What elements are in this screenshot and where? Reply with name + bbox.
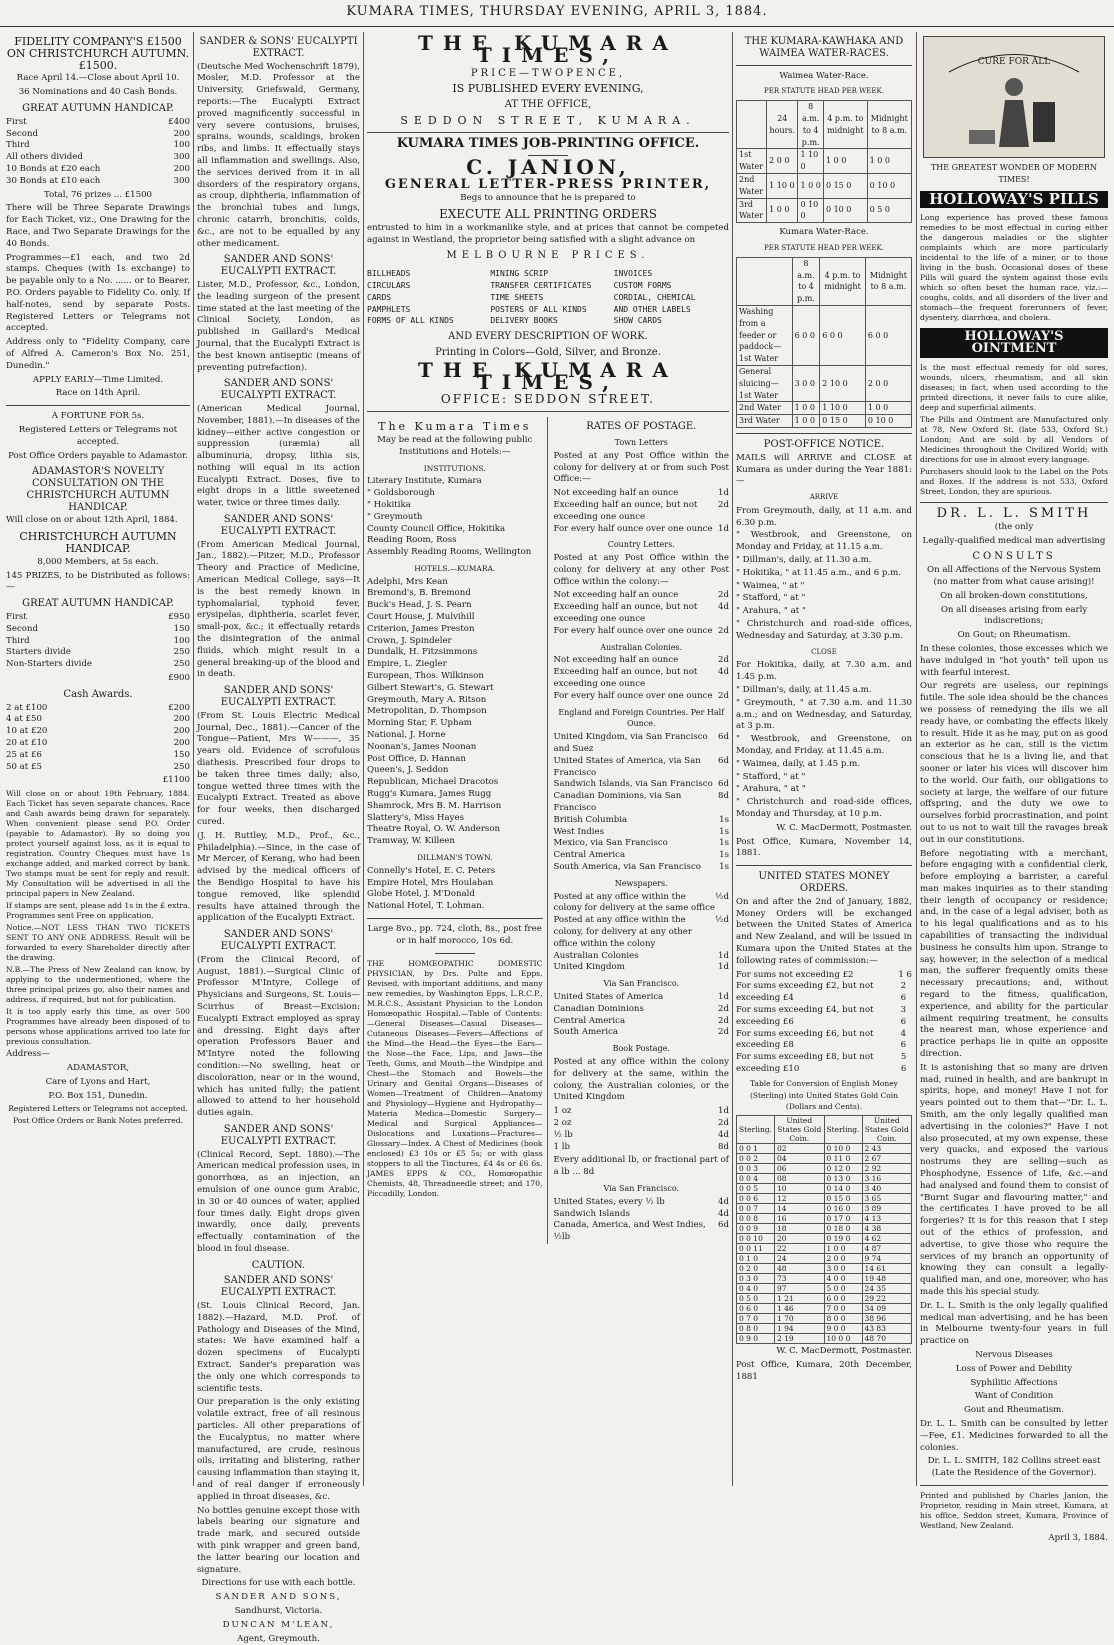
- disease-item: Gout and Rheumatism.: [963, 1405, 1065, 1416]
- table-row: 0 0 3 06 0 12 0 2 92: [737, 1164, 912, 1174]
- prize-row: First £400: [6, 116, 190, 127]
- apply-line: APPLY EARLY—Time Limited.: [32, 374, 164, 385]
- rate-row: Exceeding half an ounce, but not exceeding one ounce 4d: [553, 667, 729, 690]
- paper-title: THE KUMARA TIMES,: [418, 31, 678, 67]
- paragraph: Address only to "Fidelity Company, care of Alfred A. Cameron's Box No. 251, Dunedin.": [6, 337, 190, 371]
- every-line: AND EVERY DESCRIPTION OF WORK.: [448, 331, 648, 343]
- sf-heading: Via San Francisco.: [603, 979, 680, 989]
- rate-row: British Columbia 1s: [553, 814, 729, 825]
- ointment-paragraph: The Pills and Ointment are Manufactured only at 78, New Oxford St. (late 533, Oxford St.) London; And are sold by all Vendors of Medicines throughout the Civilized World; with directions for use in almost every language.: [920, 414, 1108, 464]
- paragraph: If stamps are sent, please add 1s in the £ extra. Programmes sent Free on application.: [6, 901, 190, 921]
- table-row: 0 0 1 02 0 10 0 2 43: [737, 1144, 912, 1154]
- table-row: 0 0 5 10 0 14 0 3 40: [737, 1184, 912, 1194]
- rate-row: Sandwich Islands 4d: [553, 1208, 729, 1219]
- table-row: 0 7 0 1 70 8 0 0 38 96: [737, 1314, 912, 1324]
- cash-row: 4 at £50 200: [6, 714, 190, 725]
- po-signature: W. C. MacDermott, Postmaster.: [776, 822, 912, 833]
- cash-total: £1100: [162, 775, 190, 786]
- postage-rates: [554, 417, 730, 1244]
- table-row: 0 0 4 08 0 13 0 3 16: [737, 1174, 912, 1184]
- subtotal: £900: [168, 673, 190, 684]
- waimea-table: [736, 100, 912, 223]
- large-line: Large 8vo., pp. 724, cloth, 8s., post free or in half morocco, 10s 6d.: [367, 924, 542, 946]
- rate-row: 1 lb 8d: [553, 1141, 729, 1152]
- pills-paragraph: Long experience has proved these famous remedies to be most effectual in curing either the dangerous maladies or the slighter complaints which are more particularly incidental to the life of a miner, or to those living in the bush. Occasional doses of these Pills will guard the system against those evils which so often beset the human race, viz.:—coughs, colds, and all disorders of the liver and stomach—the frequent forerunners of fever, dysentery, diarrhœa, and cholera.: [920, 213, 1108, 323]
- paragraph: (American Medical Journal, November, 1881).—In diseases of the kidney—either active congestion or suppression (uræmia) all albuminuria, dropsy, lithia sis, nothing will equal in its action Eucalypti Extract. Doses, five to eight drops in a little sweetened water, twice or three times daily.: [197, 403, 360, 509]
- ointment-paragraph: Is the most effectual remedy for old sores, wounds, ulcers, rheumatism, and all skin diseases; in fact, when used according to the printed directions, it never fails to cure alike, deep and superficial ailments.: [920, 362, 1108, 412]
- rate-row: For sums exceeding £8, but not exceeding £10 5 6: [736, 1052, 907, 1074]
- entrust-paragraph: entrusted to him in a workmanlike style, and at prices that cannot be competed against in Westland, the proprietor being satisfied with a slight advance on: [367, 222, 729, 245]
- hotels-list: Adelphi, Mrs Kean Bremond's, B. Bremond Buck's Head, J. S. Pearn Court House, J. Mulvihill Criterion, James Preston Crown, J. Spindeler Dundalk, H. Fitzsimmons Empire, L. Ziegler European, Thos. Wilkinson Gilbert Stewart's, G. Stewart Greymouth, Mary A. Ritson Metropolitan, D. Thompson Morning Star, F. Upham National, J. Horne Noonan's, James Noonan Post Office, D. Hannan Queen's, J. Seddon Republican, Michael Dracotos Rugg's Kumara, James Rugg Shamrock, Mrs B. M. Harrison Slattery's, Miss Hayes Theatre Royal, O. W. Anderson Tramway, W. Killeen: [367, 576, 502, 847]
- waimea-subtitle: PER STATUTE HEAD PER WEEK.: [764, 87, 884, 96]
- paragraph: (J. H. Ruttley, M.D., Prof., &c., Philadelphia).—Since, in the case of Mr Mercer, of Kerang, who had been advised by the medical officers of the Bendigo Hospital to have his tongue removed, like splendid results have attained through the application of the Eucalypti Extract.: [197, 830, 360, 924]
- paragraph: No bottles genuine except those with labels bearing our signature and trade mark, and secured outside with pink wrapper and green band, the latter bearing our location and signature.: [197, 1505, 360, 1575]
- rate-row: For every half ounce over one ounce 2d: [553, 690, 729, 701]
- imprint: Printed and published by Charles Janion, the Proprietor, residing in Main street, Kumara, at his office, Seddon street, Kumara, Province of Westland, New Zealand.: [920, 1490, 1108, 1530]
- section-heading: SANDER AND SONS' EUCALYPTI EXTRACT.: [220, 1123, 337, 1147]
- section-heading: SANDER AND SONS' EUCALYPTI EXTRACT.: [220, 1275, 337, 1299]
- sf2-heading: Via San Francisco.: [603, 1183, 680, 1193]
- book-paragraph: Posted at any office within the colony for delivery at the same, within the colony, the Australian colonies, or the United Kingdom: [553, 1056, 729, 1103]
- table-row: 0 0 6 12 0 15 0 3 65: [737, 1194, 912, 1204]
- cash-row: 25 at £6 150: [6, 749, 190, 760]
- fidelity-title: FIDELITY COMPANY'S £1500 ON CHRISTCHURCH AUTUMN. £1500.: [6, 35, 190, 72]
- book-extra: Every additional lb, or fractional part of a lb ... 8d: [553, 1155, 729, 1178]
- country-paragraph: Posted at any Post Office within the colony for delivery at any other Post Office within the colony:—: [553, 553, 729, 587]
- address-label: Address—: [6, 1049, 50, 1060]
- arrive-list: From Greymouth, daily, at 11 a.m. and 6.30 p.m. " Westbrook, and Greenstone, on Monday and Friday, at 11.15 a.m. " Dillman's, daily, at 11.30 a.m. " Hokitika, " at 11.45 a.m., and 6 p.m. " Waimea, " at " " Stafford, " at " " Arahura, " at " " Christchurch and road-side offices, Wednesday and Saturday, at 3.30 p.m.: [736, 505, 912, 641]
- paragraph: (Deutsche Med Wochenschrift 1879), Mosler, M.D. Professor at the University, Griefswald, Germany, reports:—The Eucalypti Extract proved magnificently successful in very severe contusions, bruises, sprains, wounds, scaldings, broken ribs, and limbs. It effectually stays all inflammation and swellings. Also, the services derived from it in all disorders of the respiratory organs, as croup, diphtheria, inflammation of the bronchial tubes and lungs, chronic catarrh, bronchitis, colds, &c., are not to be equalled by any other medicament.: [197, 61, 360, 249]
- melbourne-prices: MELBOURNE PRICES.: [446, 250, 650, 262]
- australian-heading: Australian Colonies.: [600, 642, 683, 652]
- table-row: 3rd Water 1 0 0 0 10 0 0 10 0 0 5 0: [737, 198, 912, 223]
- signature: SANDER AND SONS,: [215, 1592, 342, 1603]
- cash-row: 20 at £10 200: [6, 738, 190, 749]
- rate-row: Not exceeding half an ounce 2d: [553, 590, 729, 601]
- holloways-pills-banner: HOLLOWAY'S PILLS: [920, 191, 1108, 209]
- registered-line: Registered Letters or Telegrams not accepted.: [18, 424, 178, 447]
- paragraph: Before negotiating with a merchant, before engaging with a confidential clerk, before employing a barrister, a careful man makes inquiries as to their standing their length of occupancy or residence; and, in the case of a legal adviser, both as to his legal qualifications and as to his capabilities of transacting the individual business he consults him upon. Strange to say, however, in the selection of a medical man, the sufferer frequently omits these necessary precautions; and, without regard to the fitness, qualification, experience, and ability for the particular ailment requiring treatment, he consults the nearest man, whose experience and practice perhaps lie in quite an opposite direction.: [920, 848, 1108, 1060]
- town-paragraph: Posted at any Post Office within the colony for delivery at or from such Post Office:—: [553, 450, 729, 485]
- fortune-line: A FORTUNE FOR 5s.: [51, 411, 145, 422]
- rate-row: South America 2d: [553, 1027, 729, 1038]
- section-heading: SANDER AND SONS' EUCALYPTI EXTRACT.: [220, 685, 337, 709]
- rate-row: Canadian Dominions, via San Francisco 8d: [553, 791, 729, 814]
- directions-line: Directions for use with each bottle.: [201, 1578, 356, 1589]
- prize-row: 10 Bonds at £20 each 200: [6, 163, 190, 174]
- paper-title-2: THE KUMARA TIMES,: [418, 357, 678, 394]
- institutions-heading: INSTITUTIONS.: [423, 463, 486, 473]
- rate-row: Posted at any office within the colony for delivery at the same office ½d: [553, 891, 729, 914]
- table-row: 1st Water 2 0 0 1 10 0 1 0 0 1 0 0: [737, 149, 912, 174]
- footer-line: Post Office Orders or Bank Notes preferred.: [12, 1116, 184, 1126]
- money-orders-paragraph: On and after the 2nd of January, 1882, Money Orders will be exchanged between the United States of America and New Zealand, and will be issued in Kumara upon the United States at the following rates of commission:—: [736, 896, 912, 966]
- prize-list-b: [6, 612, 190, 671]
- rate-row: Canadian Dominions 2d: [553, 1003, 729, 1014]
- kumara-race-table: [736, 257, 912, 428]
- money-orders-title: UNITED STATES MONEY ORDERS.: [758, 871, 890, 894]
- table-row: 0 0 7 14 0 16 0 3 89: [737, 1204, 912, 1214]
- rate-row: Exceeding half an ounce, but not exceeding one ounce 2d: [553, 499, 729, 522]
- table-row: 2nd Water 1 10 0 1 0 0 0 15 0 0 10 0: [737, 173, 912, 198]
- column-rule: [732, 32, 733, 1486]
- table-row: 0 6 0 1 46 7 0 0 34 09: [737, 1304, 912, 1314]
- nb-note: N.B.—The Press of New Zealand can know, by applying to the undermentioned, where the three principal prizes go, also their names and address, if required, but not for publication.: [6, 965, 190, 1005]
- execute-line: EXECUTE ALL PRINTING ORDERS: [439, 206, 657, 221]
- kumara-race-title: Kumara Water-Race.: [779, 227, 869, 238]
- colors-line: Printing in Colors—Gold, Silver, and Bronze.: [435, 346, 661, 358]
- column-4: [736, 32, 912, 1486]
- prize-row: 30 Bonds at £10 each 300: [6, 175, 190, 186]
- table-row: 0 0 10 20 0 19 0 4 62: [737, 1234, 912, 1244]
- table-header-row: 8 a.m. to 4 p.m. 4 p.m. to midnight Midnight to 8 a.m.: [737, 257, 912, 305]
- kumara-race-subtitle: PER STATUTE HEAD PER WEEK.: [764, 243, 884, 252]
- prize-row: All others divided 300: [6, 152, 190, 163]
- table-row: 2nd Water 1 0 0 1 10 0 1 0 0: [737, 402, 912, 415]
- table-row: General sluicing—1st Water 3 0 0 2 10 0 2 0 0: [737, 365, 912, 401]
- divider: [367, 411, 729, 412]
- begs-line: Begs to announce that he is prepared to: [460, 193, 636, 204]
- divider: [920, 502, 1108, 503]
- rate-row: Not exceeding half an ounce 2d: [553, 655, 729, 666]
- divider: [736, 865, 912, 866]
- prizes-line: 145 PRIZES, to be Distributed as follows:—: [6, 570, 190, 593]
- adamastor-title: ADAMASTOR'S NOVELTY CONSULTATION ON THE CHRISTCHURCH AUTUMN HANDICAP.: [26, 466, 170, 513]
- divider: [920, 1485, 1108, 1486]
- prize-row: Starters divide 250: [6, 647, 190, 658]
- section-heading: SANDER AND SONS' EUCALYPTI EXTRACT.: [220, 929, 337, 952]
- column-5: [920, 32, 1108, 1543]
- rate-row: For every half ounce over one ounce 1d: [553, 523, 729, 534]
- post-office-title: POST-OFFICE NOTICE.: [763, 438, 885, 450]
- divider: [367, 918, 543, 919]
- paragraph: (From American Medical Journal, Jan., 1882).—Pitzer, M.D., Professor Theory and Practice of Medicine, American Medical College, says—It is the best remedy known in typhomalarial, typhoid fever, erysipelas, diphtheria, scarlet fever, small-pox, &c.; it effectually retards the disintegration of the animal fluids, which might result in a general breaking-up of the blood and in death.: [197, 539, 360, 680]
- paragraph: Lister, M.D., Professor, &c., London, the leading surgeon of the present time stated at the last meeting of the Clinical Society, London, as published in Gaillard's Medical Journal, that the Eucalypti Extract is the best known antiseptic (means of preventing putrefaction).: [197, 279, 360, 373]
- conversion-date: Post Office, Kumara, 20th December, 1881: [736, 1359, 912, 1382]
- printer-title: GENERAL LETTER-PRESS PRINTER,: [384, 177, 712, 193]
- rate-row: Sandwich Islands, via San Francisco 6d: [553, 779, 729, 790]
- paragraph: Dr. L. L. Smith is the only legally qualified medical man advertising, and he has been in Melbourne twenty-four years in full practice on: [920, 1300, 1108, 1347]
- imprint-date: April 3, 1884.: [1048, 1532, 1108, 1543]
- divider: [435, 953, 475, 954]
- rate-row: Posted at any office within the colony, for delivery at any other office within the colony ½d: [553, 915, 729, 949]
- disease-item: Nervous Diseases: [975, 1349, 1053, 1360]
- signature-place: Sandhurst, Victoria.: [234, 1606, 323, 1616]
- rate-row: United States of America, via San Francisco 6d: [553, 755, 729, 778]
- disease-item: Loss of Power and Debility: [955, 1363, 1073, 1374]
- rate-row: ½ lb 4d: [553, 1129, 729, 1140]
- paragraph: Will close on or about 19th February, 1884. Each Ticket has seven separate chances, Race and Cash awards being drawn for separately. When convenient please send P.O. Order (payable to Adamastor). By so doing you protect yourself against loss, as it is equal to registration. Country Cheques must have 1s exchange added, and marked correct by bank. Two stamps must be sent for reply and result. My Consultation will be advertised in all the principal papers in New Zealand.: [6, 789, 190, 899]
- rate-row: For sums exceeding £4, but not exceeding £6 3 6: [736, 1004, 907, 1027]
- caution-heading: CAUTION.: [251, 1259, 306, 1271]
- water-races-title: THE KUMARA-KAWHAKA AND WAIMEA WATER-RACES.: [744, 36, 904, 59]
- rate-row: 1 oz 1d: [553, 1106, 729, 1117]
- column-rule: [193, 32, 194, 1486]
- table-row: 0 3 0 73 4 0 0 19 48: [737, 1274, 912, 1284]
- table-row: 0 1 0 24 2 0 0 9 74: [737, 1254, 912, 1264]
- table-row: 0 8 0 1 94 9 0 0 43 83: [737, 1324, 912, 1334]
- rate-row: Canada, America, and West Indies, ½lb 6d: [553, 1220, 729, 1243]
- race-line: Race April 14.—Close about April 10.: [16, 73, 180, 84]
- section-heading: SANDER AND SONS' EUCALYPTI EXTRACT.: [220, 514, 337, 537]
- section-heading: SANDER AND SONS' EUCALYPTI EXTRACT.: [220, 378, 337, 402]
- ointment-paragraph: Purchasers should look to the Label on the Pots and Boxes. If the address is not 533, Oxford Street, London, they are spurious.: [920, 466, 1108, 496]
- paragraph: (Clinical Record, Sept. 1880).—The American medical profession uses, in gonorrhœa, as an injection, an emulsion of one ounce gum Arabic, in 30 or 40 ounces of water, applied four times daily. Eight drops given inwardly, once daily, prevents effectually contamination of the blood in foul disease.: [197, 1149, 360, 1254]
- close-heading: CLOSE: [811, 647, 837, 656]
- dillmans-list: Connelly's Hotel, E. C. Peters Empire Hotel, Mrs Houlahan Globe Hotel, J. M'Donald National Hotel, T. Lohman.: [367, 865, 496, 912]
- agent-name: DUNCAN M'LEAN,: [222, 1619, 335, 1630]
- divider: [736, 65, 912, 66]
- table-row: 0 0 11 22 1 0 0 4 87: [737, 1244, 912, 1254]
- job-printing-title: KUMARA TIMES JOB-PRINTING OFFICE.: [396, 135, 700, 151]
- paragraph: It is astonishing that so many are driven mad, ruined in health, and are bankrupt in spirits, hope, and money! Have I not for years pointed out to them that—"Dr. L. L. Smith, am the only legally qualified man advertising in the colonies?" Have I not also prosecuted, at my own expense, these very quacks, and exposed the various nostrums they are selling—such as Phosphodyne, Essence of Life, &c.—and had analysed and found them to consist of "Burnt Sugar and flavouring matter," and the certificates I have proved to be all forgeries? It is for this reason that I step out of the ethics of profession, and advertise, to give those who require the services of my branch an opportunity of knowing they can consult a legally-qualified man, and one, moreover, who has made this his special study.: [920, 1062, 1108, 1297]
- conversion-title: Table for Conversion of English Money (Sterling) into United States Gold Coin (Dollars and Cents).: [749, 1078, 899, 1112]
- rate-row: For sums exceeding £2, but not exceeding £4 2 6: [736, 981, 907, 1004]
- rate-row: South America, via San Francisco 1s: [553, 862, 729, 873]
- smith-only: (the only: [994, 521, 1034, 532]
- total-line: Total, 76 prizes ... £1500: [43, 189, 153, 200]
- institutions-list: Literary Institute, Kumara " Goldsborough " Hokitika " Greymouth County Council Office, Hokitika Reading Room, Ross Assembly Reading Rooms, Wellington: [367, 476, 532, 558]
- cure-for-all-illustration: [923, 36, 1105, 158]
- conversion-signature: W. C. MacDermott, Postmaster.: [776, 1346, 912, 1357]
- table-row: 0 0 8 16 0 17 0 4 13: [737, 1214, 912, 1224]
- cash-row: 2 at £100 £200: [6, 702, 190, 713]
- hotels-heading: HOTELS.—KUMARA.: [414, 563, 496, 573]
- lower-section: [367, 417, 729, 1244]
- street-line: SEDDON STREET, KUMARA.: [400, 113, 696, 127]
- column-1: [6, 32, 190, 1486]
- column-rule: [363, 32, 364, 1486]
- smith-legally: Legally-qualified medical man advertising: [922, 535, 1106, 546]
- paragraph: Programmes—£1 each, and two 2d stamps. Cheques (with 1s exchange) to be payable only to a No. ...... or to Bearer. P.O. Orders payable to Fidelity Co. only. If half-notes, send by separate Posts. Registered Letters or Telegrams not accepted.: [6, 252, 190, 334]
- table-header-row: Sterling. United States Gold Coin. Sterling. United States Gold Coin.: [737, 1116, 912, 1144]
- reading-places: [367, 417, 548, 1244]
- prize-row: Third 100: [6, 140, 190, 151]
- handicap-title: GREAT AUTUMN HANDICAP.: [22, 102, 174, 114]
- rate-row: Not exceeding half an ounce 1d: [553, 488, 729, 499]
- table-row: 3rd Water 1 0 0 0 15 0 0 10 0: [737, 415, 912, 428]
- table-row: 0 0 9 18 0 18 0 4 38: [737, 1224, 912, 1234]
- rate-row: For sums not exceeding £2 1 6: [736, 969, 912, 980]
- paragraph: (From the Clinical Record, of August, 1881).—Surgical Clinic of Professor M'Intyre, College of Physicians and Surgeons, St. Louis—Scirrhus of Breast—Excision: Eucalypti Extract employed as spray and dressing. Eight days after operation Professors Bauer and M'Intyre noted the following condition:—No swelling, heat or discoloration, near or in the wound, which has united fully; the patient allowed to attend to her household duties again.: [197, 954, 360, 1119]
- price-line: PRICE—TWOPENCE,: [470, 67, 626, 79]
- table-row: 0 4 0 97 5 0 0 24 35: [737, 1284, 912, 1294]
- christchurch-title: CHRISTCHURCH AUTUMN HANDICAP.: [19, 530, 177, 556]
- country-heading: Country Letters.: [607, 540, 675, 550]
- po-date: Post Office, Kumara, November 14, 1881.: [736, 836, 912, 859]
- rate-row: United States, every ½ lb 4d: [553, 1196, 729, 1207]
- consults-heading: CONSULTS: [972, 551, 1056, 563]
- published-line: IS PUBLISHED EVERY EVENING,: [452, 82, 644, 96]
- rate-row: Exceeding half an ounce, but not exceeding one ounce 4d: [553, 602, 729, 625]
- holloways-ointment-banner: HOLLOWAY'S OINTMENT: [920, 328, 1108, 358]
- prize-row: Third 100: [6, 635, 190, 646]
- disease-item: Syphilitic Affections: [970, 1377, 1058, 1388]
- rate-row: United Kingdom, via San Francisco and Suez 6d: [553, 732, 729, 755]
- paragraph: Our regrets are useless, our repinings futile. The sole idea should be the chances we possess of remedying the ills we all ready have, or combating the effects likely to result. Hide it as he may, put on as good an exterior as he can, still is the victim conscious that he is a living lie, and that sooner or later his vices will discover him to the world. Our faith, our obligations to society at large, the welfare of our future offspring, and the duty we owe to ourselves forbid procrastination, and point out to us not to wait till the ravages break out in our constitutions.: [920, 681, 1108, 845]
- po-intro: MAILS will ARRIVE and CLOSE at Kumara as under during the Year 1881:—: [736, 452, 912, 487]
- rate-row: United States of America 1d: [553, 991, 729, 1002]
- homoeopathic-ad: THE HOMŒOPATHIC DOMESTIC PHYSICIAN, by Drs. Pulte and Epps. Revised, with important additions, and many new remedies, by Washington Epps, L.R.C.P., M.R.C.S., Assistant Physician to the London Homœopathic Hospital.—Table of Contents:—General Diseases—Casual Diseases—Cutaneous Diseases—Fevers—Affections of the Mind—the Head—the Eyes—the Ears—the Nose—the Face, Lips, and Jaws—the Teeth, Gums, and Mouth—the Windpipe and Chest—the Stomach and Bowels—the Urinary and Genital Organs—Diseases of Women—Treatment of Children—Anatomy and Physiology—Hygiene and Hydropathy—Materia Medica—Domestic Surgery—Medical and Surgical Appliances—Dislocations and Luxations—Fractures—Glossary—Index. A Chest of Medicines (book enclosed) £3 10s or £5 5s; or with glass stoppers to all the Tinctures, £4 4s or £6 6s. JAMES EPPS & CO., Homœopathic Chemists, 48, Threadneedle street; and 170, Piccadilly, London.: [367, 958, 543, 1198]
- handicap-subtitle: GREAT AUTUMN HANDICAP.: [22, 598, 174, 610]
- agent-place: Agent, Greymouth.: [237, 1633, 320, 1644]
- column-3: [367, 32, 729, 1486]
- footer-line: Registered Letters or Telegrams not accepted.: [8, 1104, 188, 1114]
- address-name: ADAMASTOR,: [66, 1063, 130, 1074]
- column-2: [197, 32, 360, 1644]
- prize-row: Non-Starters divide 250: [6, 659, 190, 670]
- smith-title: DR. L. L. SMITH: [936, 505, 1092, 521]
- table-row: 0 5 0 1 21 6 0 0 29 22: [737, 1294, 912, 1304]
- smith-address: Dr. L. L. SMITH, 182 Collins street east (Late the Residence of the Governor).: [927, 1456, 1101, 1479]
- england-heading: England and Foreign Countries. Per Half Ounce.: [558, 707, 725, 729]
- table-row: 0 9 0 2 19 10 0 0 48 70: [737, 1334, 912, 1344]
- conversion-table: [736, 1115, 912, 1344]
- cash-row: 10 at £20 200: [6, 726, 190, 737]
- paragraph: It is too apply early this time, as over 500 Programmes have already been disposed of to persons whose applications arrived too late for previous consultation.: [6, 1007, 190, 1047]
- paragraph: In these colonies, those excesses which we have indulged in "hot youth" tell upon us with fearful interest.: [920, 643, 1108, 678]
- wonder-line: THE GREATEST WONDER OF MODERN TIMES!: [930, 163, 1098, 184]
- masthead: KUMARA TIMES, THURSDAY EVENING, APRIL 3, 1884.: [0, 4, 1114, 27]
- prize-row: First £950: [6, 612, 190, 623]
- kumara-times-heading: The Kumara Times: [378, 420, 532, 434]
- rate-row: Central America 2d: [553, 1015, 729, 1026]
- paragraph: (St. Louis Clinical Record, Jan. 1882).—Hazard, M.D. Prof. of Pathology and Diseases of the Mind, states: We have examined half a dozen specimens of Eucalypti Extract. Sander's preparation was the only one which corresponds to scientific tests.: [197, 1301, 360, 1394]
- divider: [367, 132, 729, 133]
- rate-row: United Kingdom 1d: [553, 962, 729, 973]
- waimea-title: Waimea Water-Race.: [779, 70, 869, 81]
- paragraph: Our preparation is the only existing volatile extract, free of all resinous particles. All other preparations of the Eucalyptus, no matter where manufactured, are crude, resinous oils, irritating and blistering, rather causing inflammation than staying it, and of real danger if erroneously applied in throat diseases, &c.: [197, 1397, 360, 1502]
- close-list: For Hokitika, daily, at 7.30 a.m. and 1.45 p.m. " Dillman's, daily, at 11.45 a.m. " Greymouth, " at 7.30 a.m. and 11.30 a.m.; and on Wednesday, and Saturday, at 3 p.m. " Westbrook, and Greenstone, on Monday, and Friday. at 11.45 a.m. " Waimea, daily, at 1.45 p.m. " Stafford, " at " " Arahura, " at " " Christchurch and road-side offices, Monday and Thursday, at 10 p.m.: [736, 660, 912, 820]
- prize-row: Second 150: [6, 623, 190, 634]
- arrive-heading: ARRIVE: [809, 493, 839, 502]
- address-line: Care of Lyons and Hart,: [45, 1076, 151, 1087]
- cash-list: [6, 703, 190, 774]
- divider: [736, 433, 912, 434]
- rate-row: For every half ounce over one ounce 2d: [553, 625, 729, 636]
- nominations-line: 36 Nominations and 40 Cash Bonds.: [18, 87, 178, 98]
- janion-name: C. JANION,: [466, 154, 630, 179]
- consult-item: On Gout; on Rheumatism.: [957, 630, 1071, 641]
- town-heading: Town Letters: [614, 437, 668, 447]
- prize-row: Second 200: [6, 128, 190, 139]
- work-list: BILLHEADS CIRCULARS CARDS PAMPHLETS FORMS OF ALL KINDS MINING SCRIP TRANSFER CERTIFICATES TIME SHEETS POSTERS OF ALL KINDS DELIVERY BOOKS INVOICES CUSTOM FORMS CORDIAL, CHEMICAL AND OTHER LABELS SHOW CARDS: [367, 269, 696, 326]
- race-date: Race on 14th April.: [55, 388, 141, 399]
- cash-row: 50 at £5 250: [6, 761, 190, 772]
- eucalypti-title: SANDER & SONS' EUCALYPTI EXTRACT.: [199, 36, 358, 59]
- consult-item: On all broken-down constitutions,: [940, 590, 1088, 601]
- paragraph: There will be Three Separate Drawings for Each Ticket, viz., One Drawing for the Race, and Two Separate Drawings for the 40 Bonds.: [6, 203, 190, 249]
- rate-row: 2 oz 2d: [553, 1117, 729, 1128]
- allegory-figure-icon: [929, 42, 1099, 152]
- notice: Notice.—NOT LESS THAN TWO TICKETS SENT TO ANY ONE ADDRESS. Result will be forwarded to every Shareholder directly after the drawing.: [6, 923, 190, 963]
- cure-banner: CURE FOR ALL: [977, 57, 1051, 67]
- paragraph: (From St. Louis Electric Medical Journal, Dec., 1881).—Cancer of the Tongue—Patient, Mrs W———, 35 years old. Evidence of scrofulous diathesis. Prescribed four drops to be taken three times daily; also, tongue wetted three times with the Eucalypti Extract. Treated as above for four weeks, then discharged cured.: [197, 710, 360, 827]
- rate-row: West Indies 1s: [553, 826, 729, 837]
- newspapers-heading: Newspapers.: [614, 878, 668, 888]
- consult-item: On all diseases arising from early indiscretions;: [940, 604, 1088, 627]
- rate-row: For sums exceeding £6, but not exceeding £8 4 6: [736, 1028, 907, 1051]
- members-line: 8,000 Members, at 5s each.: [37, 556, 159, 567]
- table-row: Washing from a feeder or paddock—1st Water 6 0 0 6 0 0 6 0 0: [737, 305, 912, 365]
- rate-row: Australian Colonies 1d: [553, 950, 729, 961]
- table-row: 0 2 0 48 3 0 0 14 61: [737, 1264, 912, 1274]
- cash-title: Cash Awards.: [63, 688, 133, 700]
- po-orders-line: Post Office Orders payable to Adamastor.: [8, 450, 188, 461]
- address-line: P.O. Box 151, Dunedin.: [48, 1090, 148, 1101]
- disease-item: Want of Condition: [974, 1391, 1054, 1402]
- paragraph: Dr. L. L. Smith can be consulted by letter—Fee, £1. Medicines forwarded to all the colonies.: [920, 1418, 1108, 1453]
- office-2: OFFICE: SEDDON STREET.: [440, 392, 656, 407]
- rates-title: RATES OF POSTAGE.: [586, 421, 697, 433]
- column-rule: [916, 32, 917, 1486]
- rate-row: Mexico, via San Francisco 1s: [553, 838, 729, 849]
- read-line: May be read at the following public Institutions and Hotels:—: [377, 434, 533, 457]
- table-header-row: 24 hours. 8 a.m. to 4 p.m. 4 p.m. to midnight Midnight to 8 a.m.: [737, 101, 912, 149]
- dillmans-heading: DILLMAN'S TOWN.: [416, 853, 493, 863]
- consult-item: On all Affections of the Nervous System (no matter from what cause arising)!: [927, 565, 1101, 587]
- rate-row: Central America 1s: [553, 850, 729, 861]
- office-line: AT THE OFFICE,: [504, 99, 592, 111]
- section-heading: SANDER AND SONS' EUCALYPTI EXTRACT.: [220, 254, 337, 278]
- book-heading: Book Postage.: [612, 1044, 670, 1054]
- divider: [6, 405, 190, 406]
- close-line: Will close on or about 12th April, 1884.: [6, 515, 178, 526]
- table-row: 0 0 2 04 0 11 0 2 67: [737, 1154, 912, 1164]
- prize-list: [6, 117, 190, 188]
